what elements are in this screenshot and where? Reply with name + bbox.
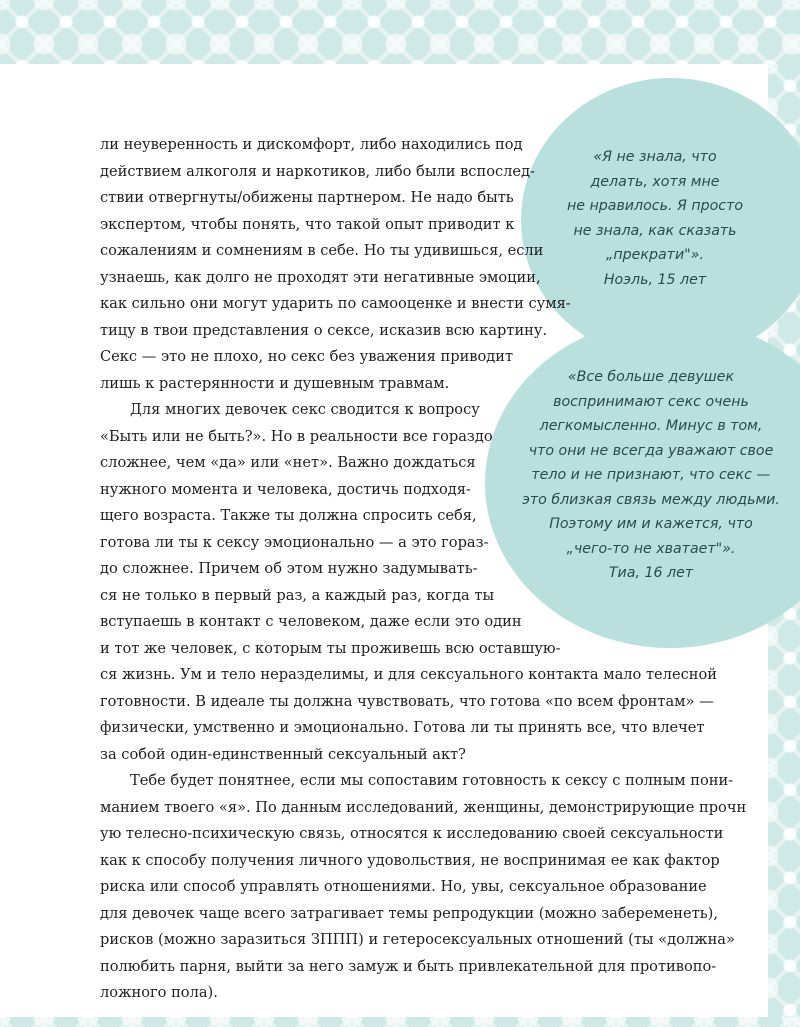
decorative-pattern-top bbox=[0, 0, 800, 64]
quote-line: Поэтому им и кажется, что bbox=[549, 516, 753, 532]
text-line: и тот же человек, с которым ты проживешь всю оставшую- bbox=[100, 639, 561, 657]
text-line: Тебе будет понятнее, если мы сопоставим готовность к сексу с полным пони- bbox=[130, 772, 734, 789]
text-line: ую телесно-психическую связь, относятся к исследованию своей сексуальности bbox=[100, 825, 724, 842]
quote-author: Ноэль, 15 лет bbox=[603, 271, 707, 288]
text-line: за собой один-единственный сексуальный акт? bbox=[100, 745, 466, 763]
quote-line: не знала, как сказать bbox=[573, 222, 737, 239]
text-line: ложного пола). bbox=[100, 984, 218, 1001]
text-line: Для многих девочек секс сводится к вопросу bbox=[130, 401, 480, 418]
text-line: рисков (можно заразиться ЗППП) и гетеросексуальных отношений (ты «должна» bbox=[100, 931, 735, 948]
decorative-pattern-bottom bbox=[0, 1017, 800, 1027]
text-line: узнаешь, как долго не проходят эти негативные эмоции, bbox=[100, 268, 541, 286]
quote-line: что они не всегда уважают свое bbox=[528, 442, 774, 459]
text-line: полюбить парня, выйти за него замуж и быть привлекательной для противопо- bbox=[100, 957, 717, 975]
text-line: Секс — это не плохо, но секс без уважения приводит bbox=[100, 348, 514, 365]
text-line: «Быть или не быть?». Но в реальности все гораздо bbox=[100, 427, 493, 445]
quote-line: «Все больше девушек bbox=[567, 369, 735, 385]
text-line: щего возраста. Также ты должна спросить себя, bbox=[100, 507, 477, 524]
quote-line: легкомысленно. Минус в том, bbox=[539, 418, 763, 434]
text-line: ся жизнь. Ум и тело неразделимы, и для сексуального контакта мало телесной bbox=[100, 666, 717, 683]
paragraph-3 bbox=[100, 768, 747, 1007]
text-line: нужного момента и человека, достичь подходя- bbox=[100, 480, 471, 498]
quote-line: «Я не знала, что bbox=[593, 149, 717, 165]
text-line: сожалениям и сомнениям в себе. Но ты удивишься, если bbox=[100, 242, 544, 259]
text-line: до сложнее. Причем об этом нужно задумывать- bbox=[100, 560, 478, 577]
text-line: лишь к растерянности и душевным травмам. bbox=[100, 374, 450, 392]
text-line: ствии отвергнуты/обижены партнером. Не надо быть bbox=[100, 189, 514, 206]
quote-line: не нравилось. Я просто bbox=[566, 198, 744, 214]
text-line: риска или способ управлять отношениями. Но, увы, сексуальное образование bbox=[100, 878, 707, 895]
text-line: физически, умственно и эмоционально. Готова ли ты принять все, что влечет bbox=[100, 719, 705, 736]
quote-noel bbox=[530, 145, 780, 292]
text-line: вступаешь в контакт с человеком, даже если это один bbox=[100, 613, 522, 630]
quote-author: Тиа, 16 лет bbox=[608, 565, 694, 581]
quote-line: „чего-то не хватает"». bbox=[566, 540, 736, 557]
text-line: тицу в твои представления о сексе, исказив всю картину. bbox=[100, 321, 548, 339]
text-line: действием алкоголя и наркотиков, либо были вспослед- bbox=[100, 162, 535, 180]
text-line: манием твоего «я». По данным исследований, женщины, демонстрирующие прочн bbox=[100, 798, 747, 816]
text-line: как к способу получения личного удовольствия, не воспринимая ее как фактор bbox=[100, 851, 720, 869]
text-line: экспертом, чтобы понять, что такой опыт приводит к bbox=[100, 215, 515, 233]
text-line: готова ли ты к сексу эмоционально — а это гораз- bbox=[100, 533, 489, 551]
quote-tia bbox=[505, 365, 797, 586]
text-line: сложнее, чем «да» или «нет». Важно дождаться bbox=[100, 454, 476, 471]
quote-line: делать, хотя мне bbox=[590, 173, 720, 190]
text-line: ся не только в первый раз, а каждый раз, когда ты bbox=[100, 586, 495, 604]
quote-line: это близкая связь между людьми. bbox=[522, 491, 780, 508]
quote-line: тело и не признают, что секс — bbox=[531, 467, 771, 483]
text-line: для девочек чаще всего затрагивает темы репродукции (можно забеременеть), bbox=[100, 904, 718, 922]
quote-line: „прекрати"». bbox=[606, 247, 704, 263]
text-line: ли неуверенность и дискомфорт, либо находились под bbox=[100, 136, 523, 153]
text-line: готовности. В идеале ты должна чувствовать, что готова «по всем фронтам» — bbox=[100, 692, 714, 710]
text-line: как сильно они могут ударить по самооценке и внести сумя- bbox=[100, 295, 571, 312]
quote-line: воспринимают секс очень bbox=[553, 393, 749, 410]
